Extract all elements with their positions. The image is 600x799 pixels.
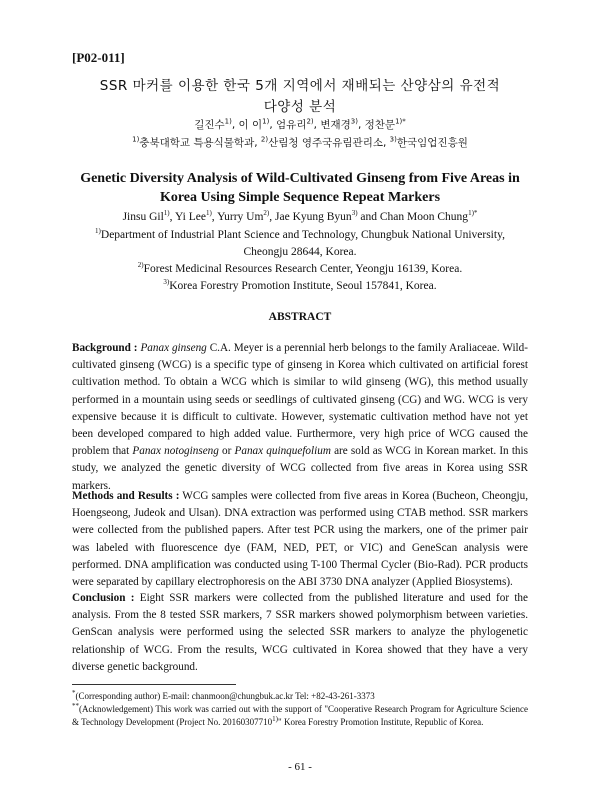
conclusion-text: Eight SSR markers were collected from the published literature and used for the analysis. From the 8 tested SSR markers, 7 SSR markers showed polymorphism between varieties. GenScan analysis were performed using the selected SSR markers to analyze the phylogenetic relationship of WCG. From the results, WCG cultivated in Korea showed that they have a very diverse genetic background.: [72, 592, 528, 673]
korean-title-line2: 다양성 분석: [263, 99, 337, 115]
species-name: Panax ginseng: [140, 342, 207, 354]
english-title-line1: Genetic Diversity Analysis of Wild-Cultivated Ginseng from Five Areas in: [80, 171, 520, 186]
english-title-line2: Korea Using Simple Sequence Repeat Markers: [159, 190, 441, 205]
korean-title-line1: SSR 마커를 이용한 한국 5개 지역에서 재배되는 산양삼의 유전적: [99, 78, 501, 94]
species-name: Panax notoginseng: [132, 445, 219, 458]
conclusion-paragraph: [72, 590, 528, 676]
methods-text: WCG samples were collected from five areas in Korea (Bucheon, Cheongju, Hoengseong, Judeok and Ulsan). DNA extraction was performed using CTAB method. SSR markers were collected from the published papers. After test PCR using the markers, one of the primer pair was labeled with fluorescence dye (FAM, NED, PET, or VIC) and GeneScan analysis were performed. DNA amplification was conducted using T-100 Thermal Cycler (Bio-Rad). PCR products were separated by capillary electrophoresis on the ABI 3730 DNA analyzer (Applied Biosystems).: [72, 490, 529, 589]
korean-authors: 길진수$^{1)}$, 이 이$^{1)}$, 엄유리$^{2)}$, 변재경$^{3)}$, 정찬문$^{1)*}$: [194, 117, 406, 131]
footnote-corresponding: *(Corresponding author) E-mail: chanmoon@chungbuk.ac.kr Tel: +82-43-261-3373: [72, 689, 375, 701]
background-text: or: [218, 445, 235, 458]
abstract-code: [P02-011]: [72, 50, 125, 65]
affiliation-2: $^{2)}$Forest Medicinal Resources Research Center, Yeongju 16139, Korea.: [137, 261, 463, 275]
background-label: Background :: [72, 342, 138, 354]
korean-affiliations: $^{1)}$충북대학교 특용식물학과, $^{2)}$산림청 영주국유림관리소, $^{3)}$한국임업진흥원: [132, 135, 468, 149]
page-number: - 61 -: [288, 761, 312, 773]
methods-label: Methods and Results :: [72, 490, 180, 502]
affiliation-1-line1: $^{1)}$Department of Industrial Plant Science and Technology, Chungbuk National University,: [95, 227, 505, 241]
footnote-acknowledgement: **(Acknowledgement) This work was carried out with the support of "Cooperative Research Program for Agriculture Science & Technology Development (Project No. 20160307710$^{1)}$" Korea Forestry Promotion Institute, Republic of Korea.: [72, 702, 528, 727]
affiliation-3: $^{3)}$Korea Forestry Promotion Institute, Seoul 157841, Korea.: [163, 278, 437, 292]
species-name: Panax quinquefolium: [234, 445, 331, 458]
abstract-heading: ABSTRACT: [268, 311, 332, 323]
conclusion-label: Conclusion :: [72, 592, 135, 604]
footnote-divider: [72, 684, 236, 685]
background-paragraph: [72, 340, 528, 495]
affiliation-1-line2: Cheongju 28644, Korea.: [243, 246, 357, 258]
background-text: C.A. Meyer is a perennial herb belongs to the family Araliaceae. Wild-cultivated ginseng (WCG) is a specific type of ginseng in Korea which cultivated on artificial forest cultivation method. To obtain a WCG which is similar to wild ginseng (WG), this method usually performed in a mountain using seeds or seedlings of cultivated ginseng (CG) and WG. WCG is very expensive because it is difficult to cultivate. However, systematic cultivation method have not yet been developed compared to high added value. Furthermore, very high price of WCG caused the problem that: [72, 342, 528, 458]
methods-paragraph: [72, 488, 528, 591]
english-authors: Jinsu Gil$^{1)}$, Yi Lee$^{1)}$, Yurry Um$^{2)}$, Jae Kyung Byun$^{3)}$ and Chan Moon Chung$^{1)*}$: [122, 209, 478, 223]
background-text: are sold as WCG in Korean market. In this study, we analyzed the genetic diversity of WCG collected from five areas in Korea using SSR markers.: [72, 445, 528, 492]
